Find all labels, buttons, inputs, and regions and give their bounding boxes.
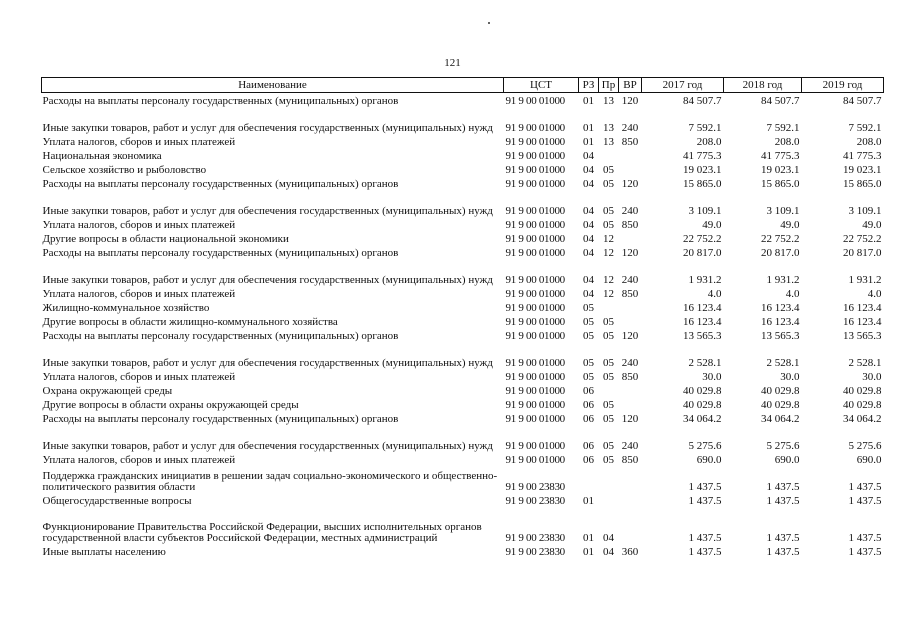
row-rz: 01	[583, 95, 594, 107]
row-2019: 1 931.2	[848, 274, 882, 286]
row-2017: 40 029.8	[683, 385, 722, 397]
row-rz: 04	[583, 233, 594, 245]
row-rz: 05	[583, 371, 594, 383]
row-2019: 208.0	[856, 136, 882, 148]
row-2019: 30.0	[862, 371, 882, 383]
row-2018: 40 029.8	[761, 385, 800, 397]
row-pr: 05	[603, 454, 614, 466]
row-vr: 850	[621, 136, 639, 148]
header-pr: Пр	[599, 78, 619, 93]
row-2017: 208.0	[696, 136, 722, 148]
row-2017: 41 775.3	[683, 150, 722, 162]
row-name: Расходы на выплаты персоналу государственных (муниципальных) органов	[42, 247, 399, 259]
row-pr: 12	[603, 247, 614, 259]
row-2018: 1 437.5	[766, 481, 800, 493]
row-2018: 2 528.1	[766, 357, 800, 369]
row-2018: 41 775.3	[761, 150, 800, 162]
row-2018: 16 123.4	[761, 316, 800, 328]
row-pr: 13	[603, 95, 614, 107]
table-row	[42, 328, 884, 342]
row-pr: 05	[603, 413, 614, 425]
row-rz: 06	[583, 440, 594, 452]
row-2017: 49.0	[702, 219, 722, 231]
row-2018: 40 029.8	[761, 399, 800, 411]
row-name: Другие вопросы в области жилищно-коммунального хозяйства	[42, 316, 338, 328]
row-2018: 20 817.0	[761, 247, 800, 259]
row-pr: 05	[603, 330, 614, 342]
row-vr	[619, 383, 642, 397]
row-cst: 91 9 00 01000	[505, 330, 565, 342]
row-cst: 91 9 00 01000	[505, 440, 565, 452]
row-2019: 49.0	[862, 219, 882, 231]
header-2018: 2018 год	[724, 78, 802, 93]
table-row	[42, 300, 884, 314]
row-2019: 22 752.2	[843, 233, 882, 245]
table-body	[42, 93, 884, 559]
row-vr: 850	[621, 371, 639, 383]
row-2019: 20 817.0	[843, 247, 882, 259]
row-pr	[599, 466, 619, 493]
row-rz: 05	[583, 357, 594, 369]
row-cst: 91 9 00 01000	[505, 205, 565, 217]
row-cst: 91 9 00 01000	[505, 413, 565, 425]
row-pr: 12	[603, 274, 614, 286]
row-name: Иные выплаты населению	[42, 546, 166, 558]
row-vr: 850	[621, 454, 639, 466]
table-row	[42, 466, 884, 493]
row-2018: 22 752.2	[761, 233, 800, 245]
row-vr	[619, 300, 642, 314]
row-2017: 1 931.2	[688, 274, 722, 286]
row-pr	[599, 300, 619, 314]
row-pr	[599, 383, 619, 397]
row-rz: 06	[583, 399, 594, 411]
row-name: Сельское хозяйство и рыболовство	[42, 164, 207, 176]
table-row	[42, 369, 884, 383]
row-rz: 04	[583, 164, 594, 176]
table-row	[42, 245, 884, 259]
table-row	[42, 452, 884, 466]
row-2019: 4.0	[867, 288, 882, 300]
row-vr: 120	[621, 413, 639, 425]
row-pr: 12	[603, 233, 614, 245]
row-2019: 41 775.3	[843, 150, 882, 162]
row-cst: 91 9 00 23830	[505, 546, 565, 558]
row-name: Охрана окружающей среды	[42, 385, 173, 397]
row-2018: 1 437.5	[766, 495, 800, 507]
row-rz: 04	[583, 205, 594, 217]
table-row	[42, 217, 884, 231]
row-name: Иные закупки товаров, работ и услуг для обеспечения государственных (муниципальных) нужд	[42, 205, 493, 217]
row-vr: 240	[621, 357, 639, 369]
row-vr	[619, 493, 642, 507]
row-pr: 05	[603, 371, 614, 383]
row-2018: 5 275.6	[766, 440, 800, 452]
row-vr: 850	[621, 219, 639, 231]
row-rz: 06	[583, 385, 594, 397]
row-vr: 240	[621, 440, 639, 452]
row-2019: 1 437.5	[848, 495, 882, 507]
row-2019: 15 865.0	[843, 178, 882, 190]
row-2018: 4.0	[785, 288, 800, 300]
row-vr: 360	[621, 546, 639, 558]
row-name: Расходы на выплаты персоналу государственных (муниципальных) органов	[42, 413, 399, 425]
row-rz: 01	[583, 136, 594, 148]
row-pr: 05	[603, 205, 614, 217]
row-2019: 2 528.1	[848, 357, 882, 369]
row-name: Другие вопросы в области охраны окружающей среды	[42, 399, 299, 411]
row-rz: 04	[583, 274, 594, 286]
row-2019: 19 023.1	[843, 164, 882, 176]
row-vr	[619, 162, 642, 176]
row-2019: 40 029.8	[843, 399, 882, 411]
row-cst: 91 9 00 01000	[505, 150, 565, 162]
row-rz	[579, 466, 599, 493]
row-name: Расходы на выплаты персоналу государственных (муниципальных) органов	[42, 95, 399, 107]
row-2019: 84 507.7	[843, 95, 882, 107]
row-2018: 15 865.0	[761, 178, 800, 190]
row-cst: 91 9 00 01000	[505, 399, 565, 411]
row-pr	[599, 148, 619, 162]
row-2017: 1 437.5	[688, 546, 722, 558]
row-pr: 05	[603, 164, 614, 176]
row-cst: 91 9 00 01000	[505, 316, 565, 328]
row-vr: 240	[621, 122, 639, 134]
row-2018: 690.0	[774, 454, 800, 466]
row-pr: 05	[603, 316, 614, 328]
row-2017: 4.0	[707, 288, 722, 300]
row-2019: 40 029.8	[843, 385, 882, 397]
row-2018: 34 064.2	[761, 413, 800, 425]
row-2018: 84 507.7	[761, 95, 800, 107]
table-row	[42, 397, 884, 411]
row-2019: 1 437.5	[848, 532, 882, 544]
row-2019: 5 275.6	[848, 440, 882, 452]
table-row	[42, 134, 884, 148]
row-vr	[619, 314, 642, 328]
row-pr: 05	[603, 440, 614, 452]
table-row	[42, 176, 884, 190]
table-row	[42, 425, 884, 452]
table-row	[42, 411, 884, 425]
row-2017: 5 275.6	[688, 440, 722, 452]
row-vr	[619, 397, 642, 411]
row-2017: 7 592.1	[688, 122, 722, 134]
row-2017: 34 064.2	[683, 413, 722, 425]
row-cst: 91 9 00 01000	[505, 357, 565, 369]
row-2019: 13 565.3	[843, 330, 882, 342]
row-rz: 05	[583, 302, 594, 314]
row-cst: 91 9 00 01000	[505, 136, 565, 148]
row-2018: 13 565.3	[761, 330, 800, 342]
header-cst: ЦСТ	[504, 78, 579, 93]
row-name: Расходы на выплаты персоналу государственных (муниципальных) органов	[42, 178, 399, 190]
row-rz: 04	[583, 247, 594, 259]
table-row	[42, 190, 884, 217]
row-2017: 84 507.7	[683, 95, 722, 107]
table-row	[42, 148, 884, 162]
row-cst: 91 9 00 01000	[505, 302, 565, 314]
row-2019: 16 123.4	[843, 302, 882, 314]
row-2017: 22 752.2	[683, 233, 722, 245]
row-2017: 3 109.1	[688, 205, 722, 217]
header-2019: 2019 год	[802, 78, 884, 93]
table-row	[42, 231, 884, 245]
row-2017: 13 565.3	[683, 330, 722, 342]
row-rz: 01	[583, 546, 594, 558]
row-2019: 690.0	[856, 454, 882, 466]
row-name: Уплата налогов, сборов и иных платежей	[42, 371, 236, 383]
table-row	[42, 93, 884, 108]
row-2017: 30.0	[702, 371, 722, 383]
row-2017: 40 029.8	[683, 399, 722, 411]
row-cst: 91 9 00 23830	[505, 532, 565, 544]
table-row	[42, 286, 884, 300]
row-pr: 13	[603, 122, 614, 134]
table-row	[42, 314, 884, 328]
row-cst: 91 9 00 01000	[505, 288, 565, 300]
row-name: Уплата налогов, сборов и иных платежей	[42, 288, 236, 300]
table-row	[42, 342, 884, 369]
row-rz: 04	[583, 219, 594, 231]
row-pr: 05	[603, 357, 614, 369]
row-2017: 15 865.0	[683, 178, 722, 190]
row-2018: 3 109.1	[766, 205, 800, 217]
row-2017: 2 528.1	[688, 357, 722, 369]
row-rz: 01	[583, 122, 594, 134]
row-vr	[619, 148, 642, 162]
row-name: Иные закупки товаров, работ и услуг для обеспечения государственных (муниципальных) нужд	[42, 122, 493, 134]
row-name: Национальная экономика	[42, 150, 162, 162]
row-name: Поддержка гражданских инициатив в решении задач социально-экономического и общественно-политического развития области	[42, 470, 498, 493]
row-2018: 208.0	[774, 136, 800, 148]
row-2019: 7 592.1	[848, 122, 882, 134]
row-cst: 91 9 00 01000	[505, 233, 565, 245]
row-2018: 1 931.2	[766, 274, 800, 286]
budget-table	[41, 77, 884, 558]
row-vr: 120	[621, 247, 639, 259]
row-name: Иные закупки товаров, работ и услуг для обеспечения государственных (муниципальных) нужд	[42, 357, 493, 369]
row-rz: 04	[583, 150, 594, 162]
row-pr	[599, 493, 619, 507]
row-2018: 30.0	[780, 371, 800, 383]
row-2019: 1 437.5	[848, 481, 882, 493]
table-header-row	[42, 78, 884, 93]
row-pr: 04	[603, 532, 614, 544]
row-cst: 91 9 00 01000	[505, 178, 565, 190]
table-row	[42, 107, 884, 134]
row-pr: 12	[603, 288, 614, 300]
header-vr: ВР	[619, 78, 642, 93]
row-rz: 06	[583, 454, 594, 466]
row-2019: 3 109.1	[848, 205, 882, 217]
row-pr: 05	[603, 399, 614, 411]
row-vr: 120	[621, 330, 639, 342]
header-rz: РЗ	[579, 78, 599, 93]
table-row	[42, 383, 884, 397]
table-row	[42, 259, 884, 286]
row-name: Уплата налогов, сборов и иных платежей	[42, 454, 236, 466]
row-rz: 01	[583, 532, 594, 544]
row-name: Другие вопросы в области национальной экономики	[42, 233, 289, 245]
row-vr	[619, 466, 642, 493]
row-cst: 91 9 00 01000	[505, 274, 565, 286]
row-2018: 19 023.1	[761, 164, 800, 176]
row-2018: 49.0	[780, 219, 800, 231]
row-pr: 13	[603, 136, 614, 148]
row-2019: 1 437.5	[848, 546, 882, 558]
row-cst: 91 9 00 01000	[505, 371, 565, 383]
table-row	[42, 493, 884, 507]
row-rz: 04	[583, 178, 594, 190]
header-name: Наименование	[42, 78, 504, 93]
row-2017: 16 123.4	[683, 316, 722, 328]
row-cst: 91 9 00 23830	[505, 481, 565, 493]
row-cst: 91 9 00 01000	[505, 454, 565, 466]
row-cst: 91 9 00 01000	[505, 247, 565, 259]
row-cst: 91 9 00 01000	[505, 164, 565, 176]
row-vr: 120	[621, 178, 639, 190]
row-rz: 05	[583, 330, 594, 342]
row-vr: 120	[621, 95, 639, 107]
row-2018: 1 437.5	[766, 532, 800, 544]
row-2017: 20 817.0	[683, 247, 722, 259]
row-2017: 690.0	[696, 454, 722, 466]
row-vr	[619, 231, 642, 245]
row-pr: 04	[603, 546, 614, 558]
row-cst: 91 9 00 01000	[505, 385, 565, 397]
row-name: Иные закупки товаров, работ и услуг для обеспечения государственных (муниципальных) нужд	[42, 274, 493, 286]
row-name: Расходы на выплаты персоналу государственных (муниципальных) органов	[42, 330, 399, 342]
table-row	[42, 544, 884, 558]
row-2017: 1 437.5	[688, 481, 722, 493]
row-2019: 16 123.4	[843, 316, 882, 328]
row-vr: 850	[621, 288, 639, 300]
table-row	[42, 507, 884, 544]
row-cst: 91 9 00 01000	[505, 122, 565, 134]
row-2017: 19 023.1	[683, 164, 722, 176]
row-cst: 91 9 00 01000	[505, 95, 565, 107]
row-2018: 16 123.4	[761, 302, 800, 314]
row-cst: 91 9 00 23830	[505, 495, 565, 507]
row-rz: 01	[583, 495, 594, 507]
row-2017: 1 437.5	[688, 495, 722, 507]
row-name: Жилищно-коммунальное хозяйство	[42, 302, 210, 314]
row-name: Общегосударственные вопросы	[42, 495, 192, 507]
row-name: Уплата налогов, сборов и иных платежей	[42, 219, 236, 231]
row-name: Функционирование Правительства Российской Федерации, высших исполнительных органов государственной власти субъектов Российской Федерации, местных администраций	[42, 521, 482, 544]
table-row	[42, 162, 884, 176]
row-rz: 04	[583, 288, 594, 300]
row-2017: 16 123.4	[683, 302, 722, 314]
row-2017: 1 437.5	[688, 532, 722, 544]
page-number: 121	[444, 57, 461, 69]
row-2018: 7 592.1	[766, 122, 800, 134]
page-dot-mark	[488, 22, 490, 24]
row-name: Уплата налогов, сборов и иных платежей	[42, 136, 236, 148]
row-2018: 1 437.5	[766, 546, 800, 558]
row-vr	[619, 507, 642, 544]
row-2019: 34 064.2	[843, 413, 882, 425]
header-2017: 2017 год	[642, 78, 724, 93]
row-pr: 05	[603, 219, 614, 231]
row-cst: 91 9 00 01000	[505, 219, 565, 231]
row-vr: 240	[621, 205, 639, 217]
row-vr: 240	[621, 274, 639, 286]
row-name: Иные закупки товаров, работ и услуг для обеспечения государственных (муниципальных) нужд	[42, 440, 493, 452]
row-rz: 05	[583, 316, 594, 328]
row-rz: 06	[583, 413, 594, 425]
row-pr: 05	[603, 178, 614, 190]
